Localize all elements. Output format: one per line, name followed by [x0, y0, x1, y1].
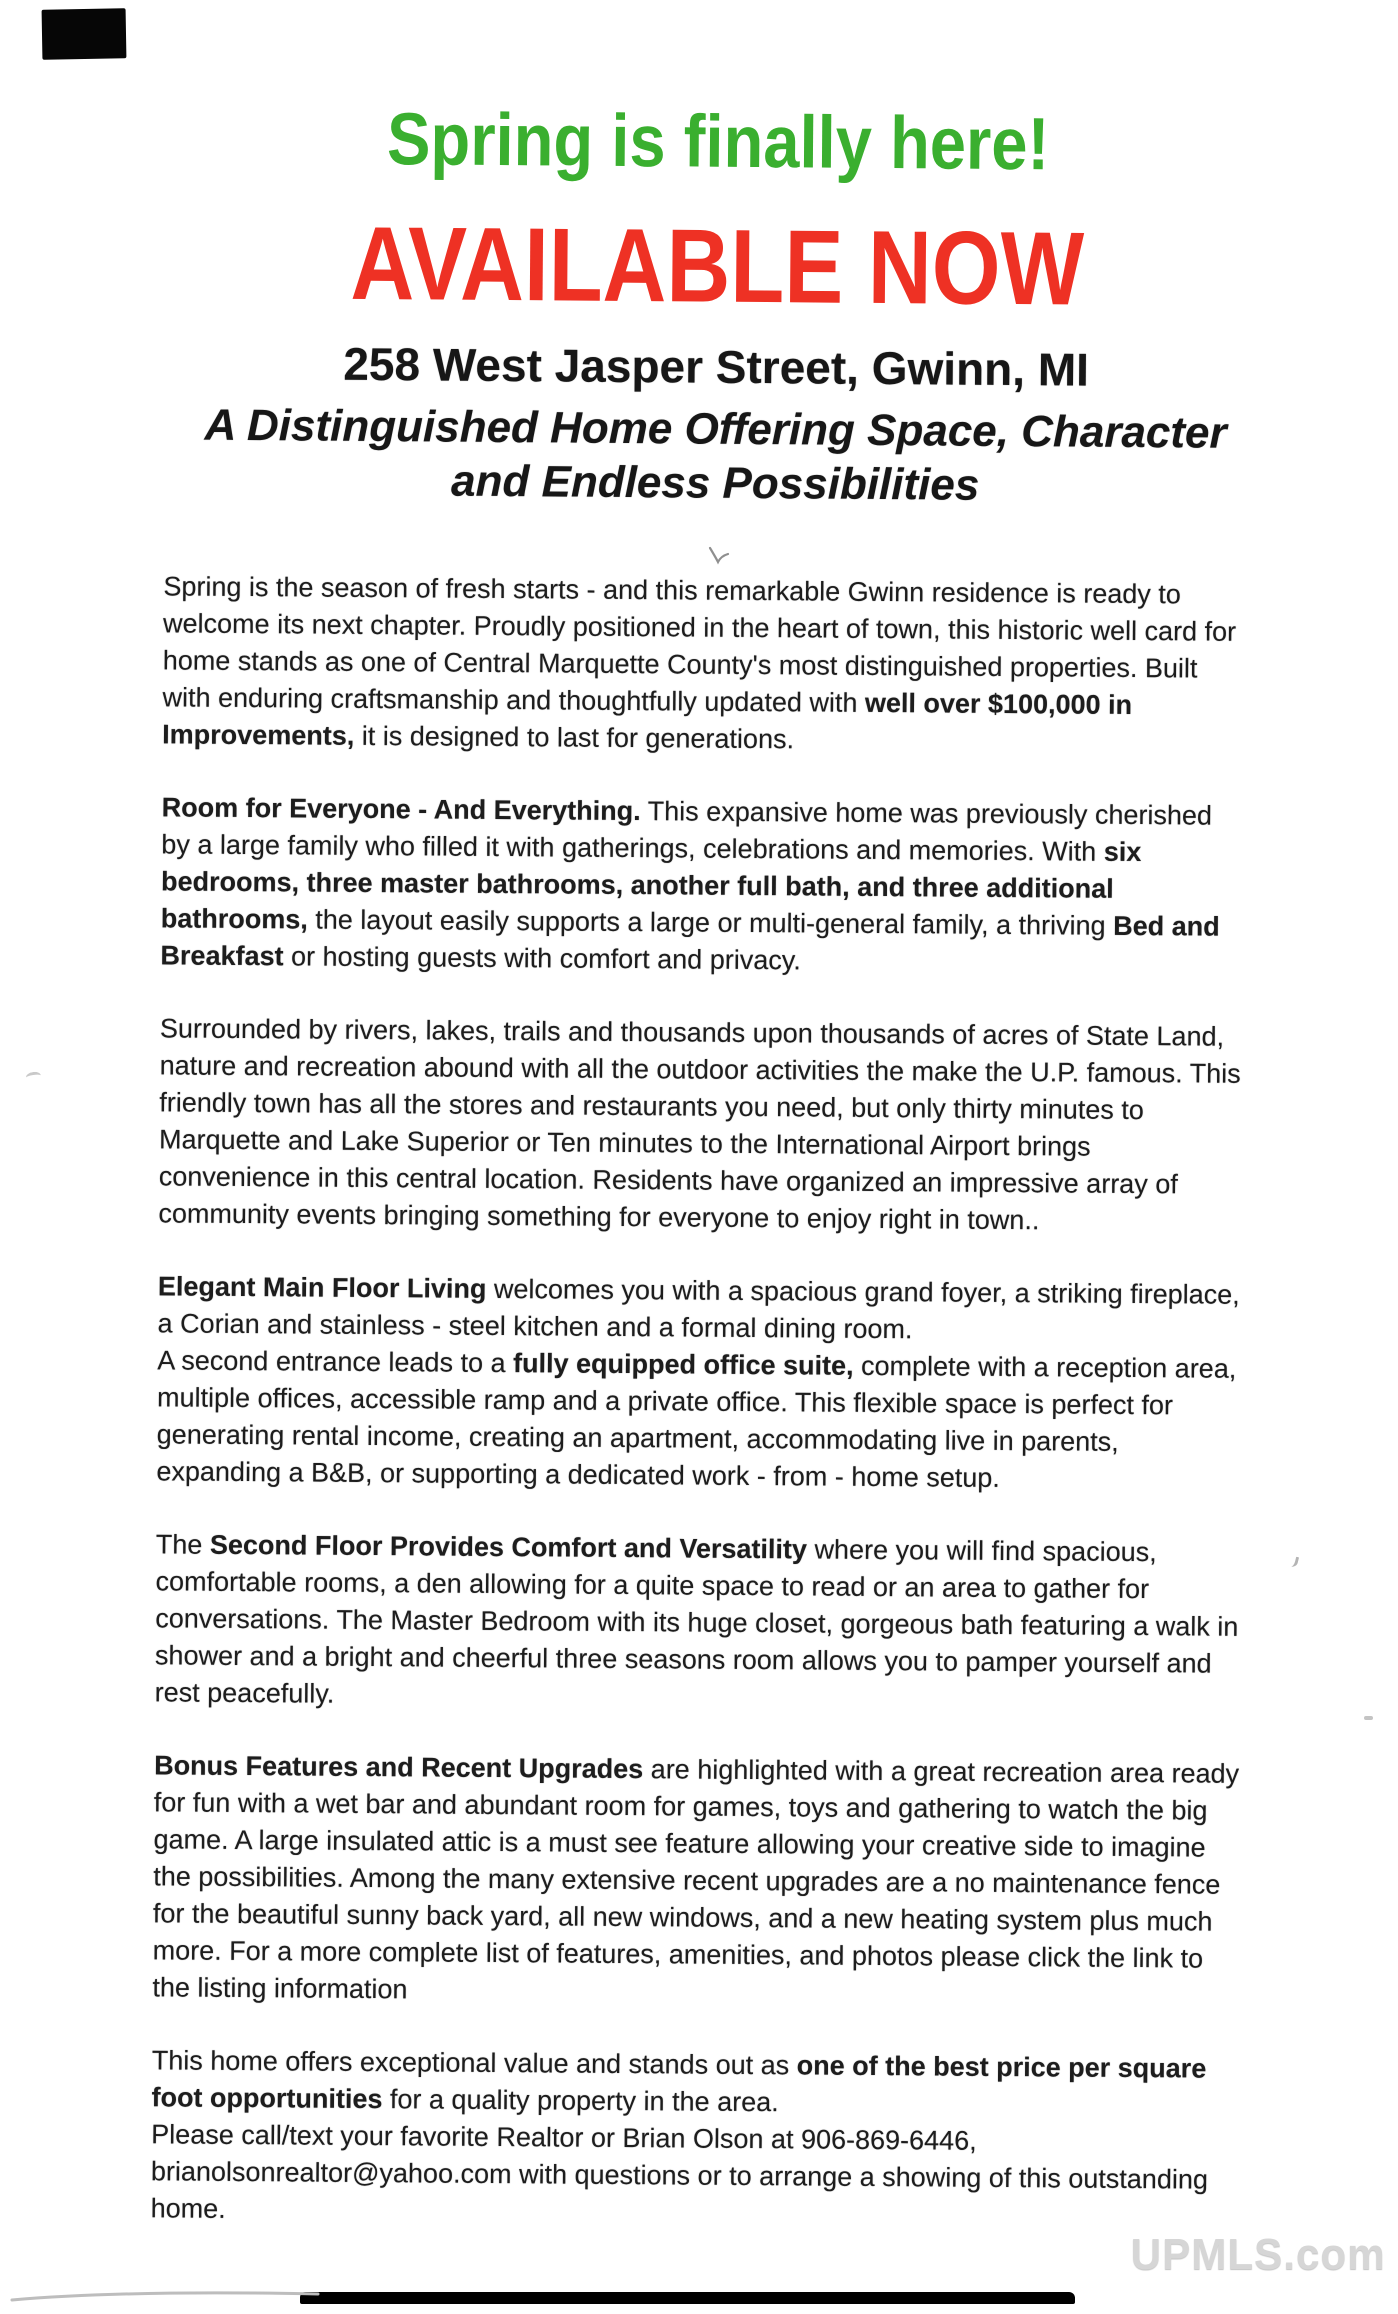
flyer-body: [151, 568, 1249, 2235]
intro-paragraph: [162, 568, 1248, 762]
bold-text-run: one of the best price per square foot opportunities: [151, 2050, 1214, 2115]
headline-available-now: [37, 204, 1396, 329]
text-run: welcomes you with a spacious grand foyer, a striking fireplace, a Corian and stainless - steel kitchen and a formal dining room. A second entrance leads to a: [157, 1273, 1248, 1379]
text-run: This home offers exceptional value and stands out as: [151, 2045, 797, 2081]
bold-text-run: Elegant Main Floor Living: [157, 1271, 487, 1304]
scan-artifact-squiggle: [706, 542, 732, 568]
property-subtitle: A Distinguished Home Offering Space, Character and Endless Possibilities: [204, 400, 1227, 510]
flyer-header: [0, 93, 1397, 516]
bonus-features-paragraph: [152, 1747, 1247, 2015]
scan-artifact-top-left-block: [42, 8, 127, 59]
bold-text-run: well over $100,000 in Improvements,: [162, 687, 1140, 751]
property-address: 258 West Jasper Street, Gwinn, MI: [343, 337, 1090, 396]
text-run: complete with a reception area, multiple offices, accessible ramp and a private office. This flexible space is perfect for generating rental income, creating an apartment, accommodating live in parents, expanding a B&B, or supporting a dedicated work - from - home setup.: [156, 1350, 1244, 1493]
bold-text-run: six bedrooms, three master bathrooms, another full bath, and three additional bathrooms,: [160, 836, 1149, 935]
bold-text-run: Bed and Breakfast: [160, 910, 1228, 972]
text-run: or hosting guests with comfort and privacy.: [283, 941, 801, 976]
headline-available-now-text: AVAILABLE NOW: [349, 205, 1085, 328]
upmls-watermark: UPMLS.com: [1130, 2230, 1386, 2279]
rooms-paragraph: [160, 789, 1246, 983]
main-floor-paragraph: [156, 1268, 1248, 1499]
text-run: it is designed to last for generations.: [354, 720, 795, 755]
text-run: Spring is the season of fresh starts - and this remarkable Gwinn residence is ready to welcome its next chapter. Proudly positioned in the heart of town, this historic well card for home stands as one of Central Marquette County's most distinguished properties. Built with enduring craftsmanship and thoughtfully updated with: [162, 571, 1244, 718]
bold-text-run: fully equipped office suite,: [512, 1348, 854, 1381]
text-run: for a quality property in the area. Please call/text your favorite Realtor or Brian Olson at 906-869-6446, brianolsonrealtor@yahoo.com with questions or to arrange a showing of this outstanding home.: [150, 2084, 1216, 2224]
text-run: Surrounded by rivers, lakes, trails and thousands upon thousands of acres of State Land, nature and recreation abound with all the outdoor activities the make the U.P. famous. This friendly town has all the stores and restaurants you need, but only thirty minutes to Marquette and Lake Superior or Ten minutes to the International Airport brings convenience in this central location. Residents have organized an impressive array of community events bringing something for everyone to enjoy right in town..: [158, 1013, 1249, 1236]
text-run: where you will find spacious, comfortable rooms, a den allowing for a quite space to read or an area to gather for conversations. The Master Bedroom with its huge closet, gorgeous bath featuring a walk in shower and a bright and cheerful three seasons room allows you to pamper yourself and rest peacefully.: [154, 1534, 1246, 1709]
text-run: the layout easily supports a large or multi-general family, a thriving: [307, 904, 1114, 941]
bold-text-run: Bonus Features and Recent Upgrades: [154, 1750, 644, 1785]
headline-spring-text: Spring is finally here!: [386, 97, 1050, 186]
bold-text-run: Second Floor Provides Comfort and Versatility: [209, 1529, 808, 1565]
text-run: This expansive home was previously cherished by a large family who filled it with gatherings, celebrations and memories. With: [161, 796, 1220, 867]
second-floor-paragraph: [154, 1526, 1246, 1720]
bold-text-run: Room for Everyone - And Everything.: [161, 792, 641, 827]
surroundings-paragraph: [158, 1010, 1249, 1241]
scan-artifact-bottom-curve: [8, 2286, 328, 2304]
text-run: The: [155, 1529, 211, 1560]
headline-spring: [39, 93, 1398, 189]
scan-artifact-speck: [1364, 1716, 1373, 1720]
value-contact-paragraph: [151, 2042, 1237, 2236]
text-run: are highlighted with a great recreation area ready for fun with a wet bar and abundant room for games, toys and gathering to watch the big game. A large insulated attic is a must see feature allowing your creative side to imagine the possibilities. Among the many extensive recent upgrades are a no maintenance fence for the beautiful sunny back yard, all new windows, and a new heating system plus much more. For a more complete list of features, amenities, and photos please click the link to the listing information: [152, 1754, 1247, 2005]
scan-artifact-bottom-bar: [300, 2292, 1075, 2304]
